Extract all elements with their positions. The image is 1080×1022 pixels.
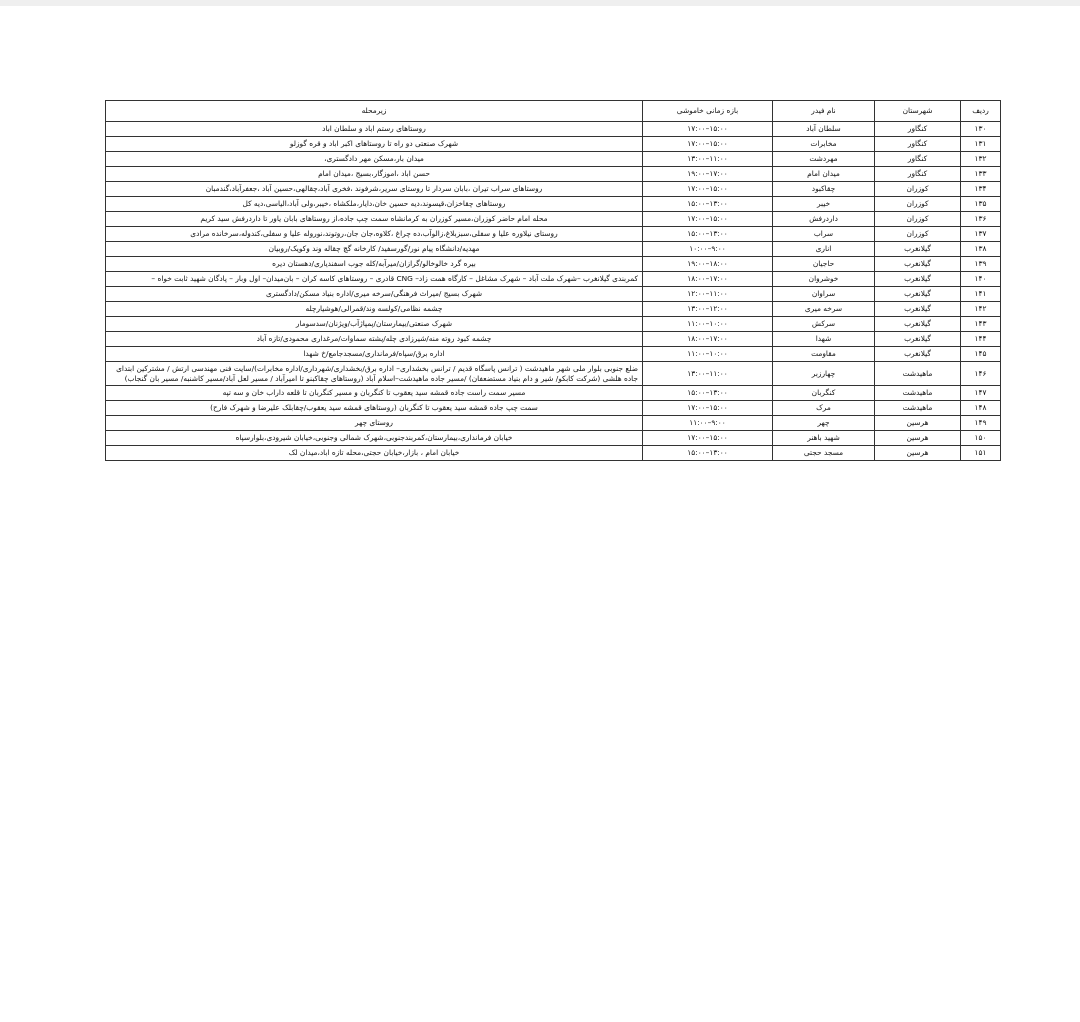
cell-row-number: ۱۴۰: [961, 272, 1001, 287]
table-row: [106, 242, 1001, 257]
cell-city: ماهیدشت: [875, 401, 961, 416]
cell-row-number: ۱۴۹: [961, 416, 1001, 431]
cell-row-number: ۱۳۶: [961, 212, 1001, 227]
cell-feeder: چقاکبود: [773, 182, 875, 197]
cell-time: ۱۵:۰۰–۱۷:۰۰: [643, 401, 773, 416]
table-row: [106, 257, 1001, 272]
cell-subarea: خیابان فرمانداری،بیمارستان،کمربندجنوبی،شهرک شمالی وجنوبی،خیابان شیرودی،بلوارسپاه: [106, 431, 643, 446]
top-bar: [0, 0, 1080, 6]
cell-feeder: کنگربان: [773, 386, 875, 401]
cell-time: ۱۵:۰۰–۱۷:۰۰: [643, 182, 773, 197]
cell-subarea: اداره برق/سپاه/فرمانداری/مسجدجامع/خ شهدا: [106, 347, 643, 362]
table-row: [106, 401, 1001, 416]
cell-time: ۱۷:۰۰–۱۸:۰۰: [643, 332, 773, 347]
cell-city: گیلانغرب: [875, 302, 961, 317]
cell-time: ۱۱:۰۰–۱۲:۰۰: [643, 287, 773, 302]
cell-time: ۱۰:۰۰–۱۱:۰۰: [643, 347, 773, 362]
cell-row-number: ۱۴۴: [961, 332, 1001, 347]
cell-city: گیلانغرب: [875, 257, 961, 272]
table-row: [106, 347, 1001, 362]
cell-row-number: ۱۴۷: [961, 386, 1001, 401]
cell-feeder: مخابرات: [773, 137, 875, 152]
cell-subarea: چشمه کبود روته منه/شیرزادی چله/پشته سماوات/مرغداری محمودی/تازه آباد: [106, 332, 643, 347]
header-row-number: ردیف: [961, 101, 1001, 122]
cell-row-number: ۱۳۴: [961, 182, 1001, 197]
cell-time: ۱۰:۰۰–۱۱:۰۰: [643, 317, 773, 332]
cell-city: کنگاور: [875, 152, 961, 167]
table-row: [106, 182, 1001, 197]
cell-row-number: ۱۴۶: [961, 362, 1001, 386]
cell-subarea: روستای چهر: [106, 416, 643, 431]
cell-time: ۱۵:۰۰–۱۷:۰۰: [643, 137, 773, 152]
cell-time: ۹:۰۰–۱۰:۰۰: [643, 242, 773, 257]
table-row: [106, 167, 1001, 182]
cell-feeder: مسجد حجتی: [773, 446, 875, 461]
cell-feeder: حاجیان: [773, 257, 875, 272]
cell-city: هرسین: [875, 446, 961, 461]
cell-city: کوزران: [875, 227, 961, 242]
table-row: [106, 272, 1001, 287]
cell-time: ۱۲:۰۰–۱۳:۰۰: [643, 302, 773, 317]
table-row: [106, 302, 1001, 317]
cell-subarea: سمت چپ جاده قمشه سید یعقوب تا کنگربان (روستاهای قمشه سید یعقوب/چقابلک علیرضا و شهرک فارح): [106, 401, 643, 416]
cell-city: گیلانغرب: [875, 317, 961, 332]
cell-feeder: سرخه میری: [773, 302, 875, 317]
table-row: [106, 431, 1001, 446]
table-row: [106, 212, 1001, 227]
cell-row-number: ۱۳۲: [961, 152, 1001, 167]
cell-subarea: چشمه نظامی/کولسه وند/قمرالی/هوشیارچله: [106, 302, 643, 317]
cell-feeder: داردرفش: [773, 212, 875, 227]
cell-row-number: ۱۳۸: [961, 242, 1001, 257]
cell-feeder: خیبر: [773, 197, 875, 212]
header-city: شهرستان: [875, 101, 961, 122]
table-row: [106, 386, 1001, 401]
cell-time: ۹:۰۰–۱۱:۰۰: [643, 416, 773, 431]
cell-feeder: سلطان آباد: [773, 122, 875, 137]
cell-feeder: مهردشت: [773, 152, 875, 167]
cell-row-number: ۱۴۸: [961, 401, 1001, 416]
cell-feeder: سراوان: [773, 287, 875, 302]
table-row: [106, 287, 1001, 302]
cell-row-number: ۱۳۳: [961, 167, 1001, 182]
cell-subarea: روستاهای سراب تیران ،بابان سردار تا روستای سریر،شرفوند ،فخری آباد،چقالهی،حسین آباد ،جعفرآباد،گندمبان: [106, 182, 643, 197]
cell-subarea: مهدیه/دانشگاه پیام نور/گورسفید/ کارخانه گچ چقاله وند وکویک/روبیان: [106, 242, 643, 257]
table-row: [106, 332, 1001, 347]
cell-city: کوزران: [875, 197, 961, 212]
cell-city: گیلانغرب: [875, 287, 961, 302]
cell-time: ۱۱:۰۰–۱۳:۰۰: [643, 152, 773, 167]
cell-city: گیلانغرب: [875, 347, 961, 362]
cell-feeder: مقاومت: [773, 347, 875, 362]
cell-row-number: ۱۳۷: [961, 227, 1001, 242]
table-row: [106, 152, 1001, 167]
cell-feeder: خوشروان: [773, 272, 875, 287]
cell-row-number: ۱۳۹: [961, 257, 1001, 272]
table-row: [106, 317, 1001, 332]
table-row: [106, 122, 1001, 137]
cell-row-number: ۱۵۰: [961, 431, 1001, 446]
table-row: [106, 416, 1001, 431]
cell-subarea: شهرک بسیج /میراث فرهنگی/سرخه میری/اداره بنیاد مسکن/دادگستری: [106, 287, 643, 302]
cell-row-number: ۱۴۱: [961, 287, 1001, 302]
document-page: [105, 100, 1000, 461]
table-header-row: [106, 101, 1001, 122]
cell-row-number: ۱۴۳: [961, 317, 1001, 332]
cell-subarea: شهرک صنعتی/بیمارستان/پمپاژآب/ویژنان/سدسومار: [106, 317, 643, 332]
cell-time: ۱۵:۰۰–۱۷:۰۰: [643, 122, 773, 137]
cell-feeder: چهارزبر: [773, 362, 875, 386]
cell-city: هرسین: [875, 416, 961, 431]
cell-feeder: چهر: [773, 416, 875, 431]
table-row: [106, 137, 1001, 152]
cell-subarea: مسیر سمت راست جاده قمشه سید یعقوب تا کنگربان و مسیر کنگربان تا قلعه داراب خان و سه تپه: [106, 386, 643, 401]
cell-subarea: میدان بار،مسکن مهر دادگستری،: [106, 152, 643, 167]
cell-city: کنگاور: [875, 137, 961, 152]
cell-subarea: محله امام حاضر کوزران،مسیر کوزران به کرمانشاه سمت چپ جاده،از روستاهای بابان یاور تا داردرفش سید کریم: [106, 212, 643, 227]
cell-time: ۱۱:۰۰–۱۳:۰۰: [643, 362, 773, 386]
cell-city: کوزران: [875, 212, 961, 227]
cell-subarea: روستای نیلاوره علیا و سفلی،سبزبلاغ،زالوآب،ده چراغ ،کلاوه،جان جان،روتوند،نورولە علیا و سفلی،کندوله،سرخانده مرادی: [106, 227, 643, 242]
cell-city: کوزران: [875, 182, 961, 197]
cell-row-number: ۱۵۱: [961, 446, 1001, 461]
cell-feeder: میدان امام: [773, 167, 875, 182]
cell-time: ۱۳:۰۰–۱۵:۰۰: [643, 386, 773, 401]
cell-time: ۱۳:۰۰–۱۵:۰۰: [643, 446, 773, 461]
cell-subarea: ضلع جنوبی بلوار ملی شهر ماهیدشت ( ترانس پاسگاه قدیم / ترانس بخشداری– اداره برق/بخشداری/شهرداری/اداره مخابرات)/سایت فنی مهندسی ارتش / مشترکین ابتدای جاده هلشی (شرکت کابکو/ شیر و دام بنیاد مستضعفان) /مسیر جاده ماهیدشت–اسلام آباد (روستاهای چقاکبنو تا امیرآباد / مسیر لعل آباد/مسیر کاشنبه/ مسیر بان گنجاب): [106, 362, 643, 386]
header-subarea: زیرمحله: [106, 101, 643, 122]
cell-city: کنگاور: [875, 167, 961, 182]
cell-feeder: سرکش: [773, 317, 875, 332]
cell-city: گیلانغرب: [875, 242, 961, 257]
cell-feeder: شهید باهنر: [773, 431, 875, 446]
cell-feeder: سراب: [773, 227, 875, 242]
cell-subarea: بیره گرد خالوخالو/گرازان/میرآبه/کله جوب اسفندیاری/دهستان دیره: [106, 257, 643, 272]
table-row: [106, 362, 1001, 386]
cell-subarea: حسن اباد ،اموزگار،بسیج ،میدان امام: [106, 167, 643, 182]
cell-city: ماهیدشت: [875, 362, 961, 386]
cell-subarea: روستاهای رستم اباد و سلطان اباد: [106, 122, 643, 137]
cell-time: ۱۷:۰۰–۱۹:۰۰: [643, 167, 773, 182]
cell-subarea: روستاهای چقاخزان،قیسوند،دیه حسین خان،دایار،ملکشاه ،خیبر،ولی آباد،الیاسی،دیه کل: [106, 197, 643, 212]
cell-time: ۱۷:۰۰–۱۸:۰۰: [643, 272, 773, 287]
table-row: [106, 197, 1001, 212]
cell-subarea: کمربندی گیلانغرب –شهرک ملت آباد – شهرک مشاغل – کارگاه همت زاد– CNG قادری – روستاهای کاسه کران – بان‌میدان– اول وبار – پادگان شهید ثابت خواه –: [106, 272, 643, 287]
cell-row-number: ۱۴۵: [961, 347, 1001, 362]
cell-feeder: شهدا: [773, 332, 875, 347]
cell-time: ۱۵:۰۰–۱۷:۰۰: [643, 431, 773, 446]
cell-time: ۱۵:۰۰–۱۷:۰۰: [643, 212, 773, 227]
cell-city: گیلانغرب: [875, 332, 961, 347]
cell-time: ۱۸:۰۰–۱۹:۰۰: [643, 257, 773, 272]
table-row: [106, 446, 1001, 461]
cell-city: کنگاور: [875, 122, 961, 137]
outage-schedule-table: [105, 100, 1001, 461]
cell-row-number: ۱۳۰: [961, 122, 1001, 137]
cell-city: گیلانغرب: [875, 272, 961, 287]
cell-city: هرسین: [875, 431, 961, 446]
cell-row-number: ۱۴۲: [961, 302, 1001, 317]
cell-time: ۱۳:۰۰–۱۵:۰۰: [643, 197, 773, 212]
table-row: [106, 227, 1001, 242]
cell-subarea: شهرک صنعتی دو راه تا روستاهای اکبر اباد و قره گوزلو: [106, 137, 643, 152]
header-time: بازه زمانی خاموشی: [643, 101, 773, 122]
header-feeder: نام فیدر: [773, 101, 875, 122]
cell-feeder: مرک: [773, 401, 875, 416]
cell-time: ۱۳:۰۰–۱۵:۰۰: [643, 227, 773, 242]
cell-row-number: ۱۳۵: [961, 197, 1001, 212]
cell-feeder: اناری: [773, 242, 875, 257]
cell-subarea: خیابان امام ، بازار،خیابان حجتی،محله تازه اباد،میدان لک: [106, 446, 643, 461]
cell-row-number: ۱۳۱: [961, 137, 1001, 152]
cell-city: ماهیدشت: [875, 386, 961, 401]
